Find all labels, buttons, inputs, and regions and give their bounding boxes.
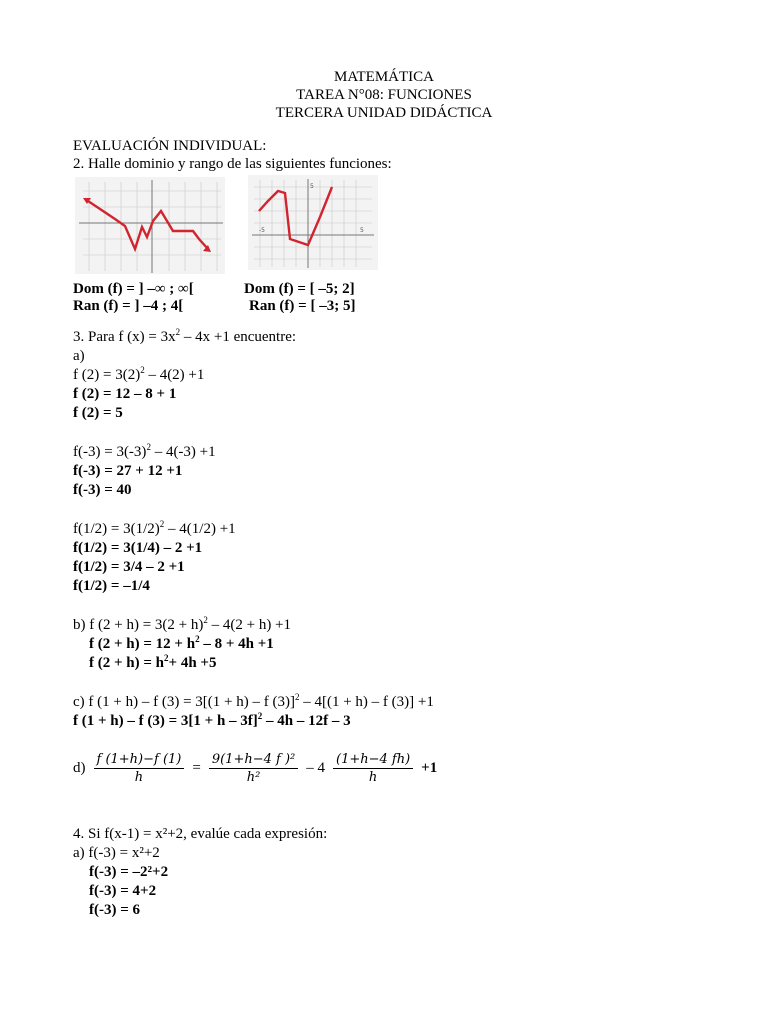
graph-1-range: Ran (f) = ] –4 ; 4[	[73, 298, 184, 314]
superscript: 2	[175, 327, 181, 337]
superscript: 2	[140, 365, 145, 375]
q3b-line1	[73, 616, 291, 634]
q3a2-line3: f(-3) = 40	[73, 482, 132, 498]
q3d-fraction-2	[209, 752, 298, 785]
expr: f (2) = 3(2)	[73, 367, 141, 383]
q3a1-line3: f (2) = 5	[73, 405, 123, 421]
graph-2-range: Ran (f) = [ –3; 5]	[249, 298, 356, 314]
expr: – 4[(1 + h) – f (3)] +1	[299, 694, 434, 710]
expr: f(1/2) = 3(1/2)	[73, 521, 160, 537]
numerator: 9(1+h−4 f )²	[209, 752, 298, 769]
q3a1-line2: f (2) = 12 – 8 + 1	[73, 386, 177, 402]
expr: f (2 + h) = 12 + h	[89, 636, 196, 652]
q3d-label: d)	[73, 760, 86, 776]
denominator: h	[368, 770, 378, 785]
expr: f (1 + h) – f (3) = 3[1 + h – 3f]	[73, 713, 258, 729]
q3a3-line2: f(1/2) = 3(1/4) – 2 +1	[73, 540, 203, 556]
superscript: 2	[159, 519, 165, 529]
expr: c) f (1 + h) – f (3) = 3[(1 + h) – f (3)]	[73, 694, 295, 710]
q4a-line2: f(-3) = –2²+2	[89, 864, 169, 880]
q3a2-line2: f(-3) = 27 + 12 +1	[73, 463, 183, 479]
q3b-line3	[89, 654, 216, 672]
q3b-line2	[89, 635, 274, 653]
graph-2-tick-right: 5	[360, 227, 364, 234]
superscript: 2	[164, 653, 169, 663]
q3a2-line1	[73, 443, 216, 461]
q3a3-line1	[73, 520, 236, 538]
header	[0, 68, 768, 122]
equals-sign: =	[192, 760, 201, 776]
expr: – 8 + 4h +1	[199, 636, 274, 652]
numerator: (1+h−4 fh)	[333, 752, 413, 769]
header-unit: TERCERA UNIDAD DIDÁCTICA	[275, 105, 493, 121]
expr: – 4(1/2) +1	[164, 521, 236, 537]
minus-four: – 4	[306, 760, 325, 776]
superscript: 2	[195, 634, 200, 644]
q3a3-line4: f(1/2) = –1/4	[73, 578, 150, 594]
expr: b) f (2 + h) = 3(2 + h)	[73, 617, 204, 633]
graph-2-domain: Dom (f) = [ –5; 2]	[244, 281, 355, 297]
numerator: f (1+h)−f (1)	[94, 752, 185, 769]
graph-2-tick-top: 5	[310, 183, 314, 190]
graph-2-curve	[259, 187, 332, 245]
header-subject: MATEMÁTICA	[334, 69, 434, 85]
section-title: EVALUACIÓN INDIVIDUAL:	[73, 138, 267, 154]
q4a-line1: a) f(-3) = x²+2	[73, 845, 160, 861]
q3c-line2	[73, 712, 351, 730]
q3-prompt-end: – 4x +1 encuentre:	[180, 329, 297, 345]
expr: f (2 + h) = h	[89, 655, 165, 671]
q3a3-line3: f(1/2) = 3/4 – 2 +1	[73, 559, 185, 575]
q3-prompt-start: 3. Para f (x) = 3x	[73, 329, 176, 345]
denominator: h²	[246, 770, 261, 785]
graph-1	[75, 177, 225, 274]
q3d-fraction-3	[333, 752, 413, 785]
expr: – 4h – 12f – 3	[262, 713, 351, 729]
q3d-fraction-1	[94, 752, 185, 785]
graph-2-tick-left: -5	[259, 227, 265, 234]
q3c-line1	[73, 693, 434, 711]
q3d-equation	[73, 752, 437, 785]
q3a-label: a)	[73, 348, 85, 364]
expr: + 4h +5	[168, 655, 217, 671]
q4a-line4: f(-3) = 6	[89, 902, 141, 918]
expr: – 4(2) +1	[144, 367, 205, 383]
graph-1-curve	[85, 199, 208, 249]
q4-prompt: 4. Si f(x-1) = x²+2, evalúe cada expresión:	[73, 826, 328, 842]
superscript: 2	[294, 692, 300, 702]
superscript: 2	[257, 711, 263, 721]
superscript: 2	[146, 442, 151, 452]
graph-2-grid	[254, 180, 372, 267]
q3a1-line1	[73, 366, 204, 384]
denominator: h	[134, 770, 144, 785]
graph-1-domain: Dom (f) = ] –∞ ; ∞[	[73, 281, 194, 297]
q3-prompt	[73, 328, 296, 346]
expr: – 4(2 + h) +1	[207, 617, 292, 633]
header-task: TAREA N°08: FUNCIONES	[296, 87, 472, 103]
q4a-line3: f(-3) = 4+2	[89, 883, 157, 899]
plus-one: +1	[421, 760, 438, 776]
expr: – 4(-3) +1	[150, 444, 216, 460]
superscript: 2	[203, 615, 208, 625]
q2-prompt: 2. Halle dominio y rango de las siguientes funciones:	[73, 156, 392, 172]
expr: f(-3) = 3(-3)	[73, 444, 147, 460]
graph-2	[248, 175, 378, 270]
